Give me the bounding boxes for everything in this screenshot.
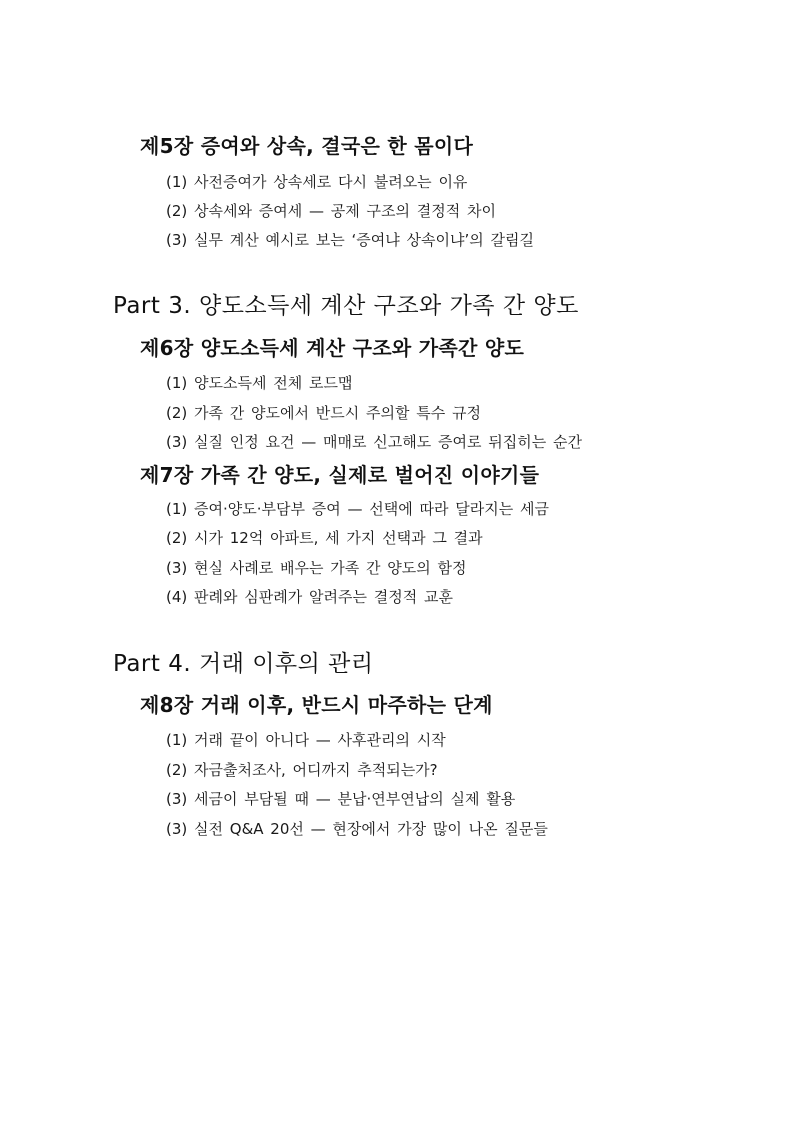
chapter-8-title: 제8장 거래 이후, 반드시 마주하는 단계 — [140, 693, 493, 717]
chapter-8-item-1: (1) 거래 끝이 아니다 — 사후관리의 시작 — [166, 731, 446, 749]
chapter-5-item-3: (3) 실무 계산 예시로 보는 ‘증여냐 상속이냐’의 갈림길 — [166, 231, 534, 249]
part-4-title: Part 4. 거래 이후의 관리 — [113, 651, 374, 677]
chapter-5-item-2: (2) 상속세와 증여세 — 공제 구조의 결정적 차이 — [166, 202, 496, 220]
chapter-6-item-3: (3) 실질 인정 요건 — 매매로 신고해도 증여로 뒤집히는 순간 — [166, 433, 582, 451]
chapter-6-item-1: (1) 양도소득세 전체 로드맵 — [166, 374, 353, 392]
chapter-5-item-1: (1) 사전증여가 상속세로 다시 불려오는 이유 — [166, 173, 468, 191]
chapter-7-item-3: (3) 현실 사례로 배우는 가족 간 양도의 함정 — [166, 559, 467, 577]
chapter-6-item-2: (2) 가족 간 양도에서 반드시 주의할 특수 규정 — [166, 404, 481, 422]
chapter-6-title: 제6장 양도소득세 계산 구조와 가족간 양도 — [140, 336, 525, 360]
chapter-7-item-2: (2) 시가 12억 아파트, 세 가지 선택과 그 결과 — [166, 529, 483, 547]
chapter-7-item-1: (1) 증여·양도·부담부 증여 — 선택에 따라 달라지는 세금 — [166, 500, 549, 518]
chapter-7-title: 제7장 가족 간 양도, 실제로 벌어진 이야기들 — [140, 463, 540, 487]
chapter-8-item-2: (2) 자금출처조사, 어디까지 추적되는가? — [166, 761, 438, 779]
chapter-7-item-4: (4) 판례와 심판례가 알려주는 결정적 교훈 — [166, 588, 453, 606]
part-3-title: Part 3. 양도소득세 계산 구조와 가족 간 양도 — [113, 293, 579, 319]
chapter-8-item-3: (3) 세금이 부담될 때 — 분납·연부연납의 실제 활용 — [166, 790, 516, 808]
chapter-5-title: 제5장 증여와 상속, 결국은 한 몸이다 — [140, 134, 474, 158]
chapter-8-item-4: (3) 실전 Q&A 20선 — 현장에서 가장 많이 나온 질문들 — [166, 820, 548, 838]
